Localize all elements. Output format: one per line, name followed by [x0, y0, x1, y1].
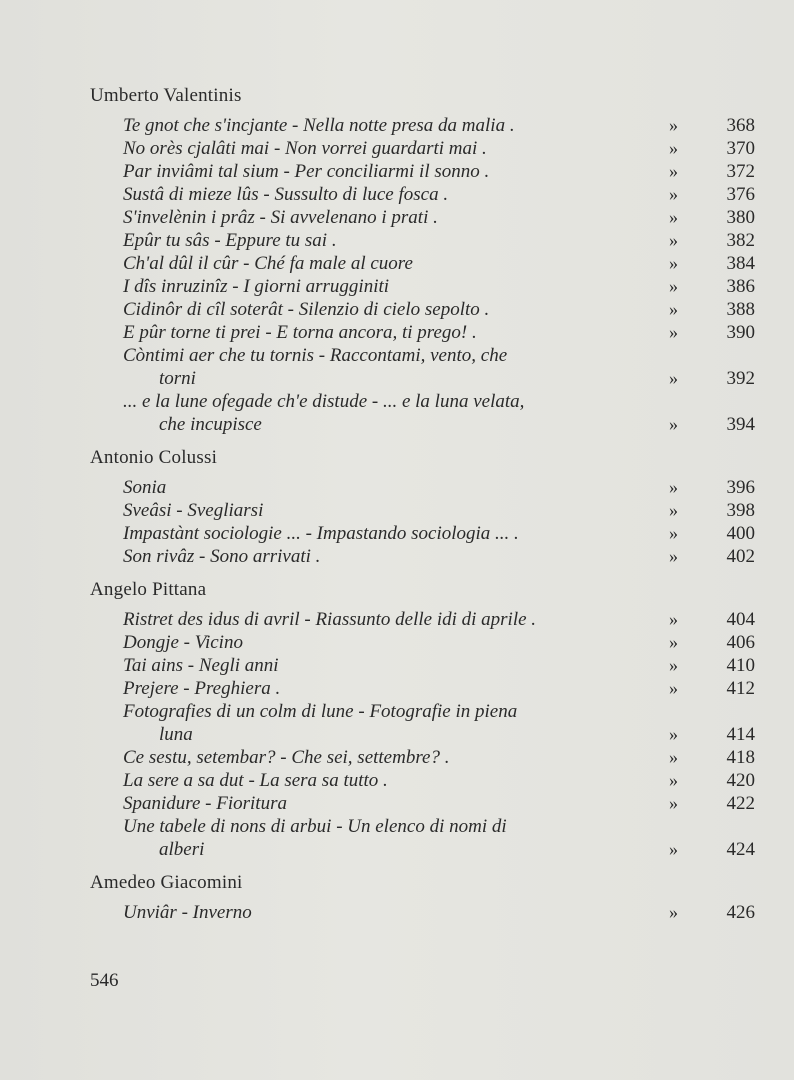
toc-entry [123, 608, 755, 631]
page-number: 546 [90, 970, 119, 991]
author-name: Angelo Pittana [90, 579, 207, 600]
entry-page-number: 414 [726, 724, 755, 745]
entry-title: I dîs inruzinîz - I giorni arrugginiti [123, 276, 390, 297]
entry-title: Sveâsi - Svegliarsi [123, 500, 264, 521]
entry-page-number: 388 [726, 299, 755, 320]
entry-separator: » [669, 322, 678, 342]
entry-page-number: 386 [726, 276, 755, 297]
entry-title: Prejere - Preghiera . [123, 678, 281, 699]
entry-title: Ce sestu, setembar? - Che sei, settembre? . [123, 747, 450, 768]
entry-page-number: 392 [726, 368, 755, 389]
entry-line [123, 183, 755, 206]
entry-page-number: 370 [726, 138, 755, 159]
entry-title: Son rivâz - Sono arrivati . [123, 546, 321, 567]
entry-title: Impastànt sociologie ... - Impastando sociologia ... . [123, 523, 519, 544]
entry-title: Còntimi aer che tu tornis - Raccontami, vento, che [123, 345, 508, 366]
entry-page-number: 396 [726, 477, 755, 498]
toc-entry [123, 229, 755, 252]
entry-line [123, 367, 755, 390]
entry-page-number: 368 [726, 115, 755, 136]
entry-title: Une tabele di nons di arbui - Un elenco di nomi di [123, 816, 507, 837]
entry-page-number: 390 [726, 322, 755, 343]
entry-separator: » [669, 902, 678, 922]
entry-title: alberi [159, 839, 205, 860]
entry-separator: » [669, 184, 678, 204]
entry-title: Spanidure - Fioritura [123, 793, 287, 814]
entry-separator: » [669, 747, 678, 767]
entry-line [123, 206, 755, 229]
entry-page-number: 384 [726, 253, 755, 274]
entry-title: Ch'al dûl il cûr - Ché fa male al cuore [123, 253, 413, 274]
author-section [90, 84, 755, 436]
entry-separator: » [669, 230, 678, 250]
toc-entry [123, 522, 755, 545]
toc-entry [123, 160, 755, 183]
toc-entry [123, 815, 755, 861]
toc-entry [123, 298, 755, 321]
entry-page-number: 404 [726, 609, 755, 630]
entry-line [123, 901, 755, 924]
entry-page-number: 398 [726, 500, 755, 521]
entry-title: Par inviâmi tal sium - Per conciliarmi il sonno . [123, 161, 490, 182]
entry-separator: » [669, 770, 678, 790]
entry-title: S'invelènin i prâz - Si avvelenano i prati . [123, 207, 438, 228]
entry-line [123, 252, 755, 275]
entry-page-number: 410 [726, 655, 755, 676]
entry-page-number: 422 [726, 793, 755, 814]
entry-separator: » [669, 368, 678, 388]
author-section [90, 871, 755, 924]
author-name: Antonio Colussi [90, 447, 218, 468]
entry-separator: » [669, 276, 678, 296]
entry-page-number: 382 [726, 230, 755, 251]
entry-page-number: 376 [726, 184, 755, 205]
entry-line [123, 413, 755, 436]
toc-entry [123, 677, 755, 700]
entry-line [123, 608, 755, 631]
entry-line [123, 792, 755, 815]
entry-separator: » [669, 115, 678, 135]
entry-separator: » [669, 299, 678, 319]
entry-line [123, 499, 755, 522]
toc-entry [123, 275, 755, 298]
toc-entry [123, 344, 755, 390]
entry-separator: » [669, 500, 678, 520]
entry-line [123, 344, 730, 367]
entry-line [123, 476, 755, 499]
entry-line [123, 769, 755, 792]
entry-separator: » [669, 546, 678, 566]
entry-line [123, 838, 755, 861]
entry-line [123, 631, 755, 654]
entry-line [123, 522, 755, 545]
toc-entry [123, 499, 755, 522]
entry-title: No orès cjalâti mai - Non vorrei guardarti mai . [123, 138, 487, 159]
entry-line [123, 545, 755, 568]
entry-line [123, 700, 730, 723]
toc-entry [123, 183, 755, 206]
entry-title: Sonia [123, 477, 167, 498]
toc-entry [123, 746, 755, 769]
toc-entry [123, 206, 755, 229]
entry-page-number: 400 [726, 523, 755, 544]
entry-separator: » [669, 609, 678, 629]
author-name: Umberto Valentinis [90, 85, 242, 106]
entry-page-number: 402 [726, 546, 755, 567]
entry-title: Epûr tu sâs - Eppure tu sai . [123, 230, 337, 251]
entry-line [123, 160, 755, 183]
entry-title: Ristret des idus di avril - Riassunto delle idi di aprile . [123, 609, 537, 630]
entry-page-number: 424 [726, 839, 755, 860]
entry-separator: » [669, 161, 678, 181]
toc-entry [123, 137, 755, 160]
entry-line [123, 229, 755, 252]
entry-separator: » [669, 253, 678, 273]
toc-entry [123, 631, 755, 654]
entry-page-number: 380 [726, 207, 755, 228]
entry-page-number: 420 [726, 770, 755, 791]
entry-page-number: 426 [726, 902, 755, 923]
entry-separator: » [669, 655, 678, 675]
entry-line [123, 321, 755, 344]
toc-entry [123, 792, 755, 815]
entry-title: Unviâr - Inverno [123, 902, 252, 923]
entry-title: ... e la lune ofegade ch'e distude - ... e la luna velata, [123, 391, 525, 412]
toc-entry [123, 252, 755, 275]
toc-entry [123, 114, 755, 137]
entry-title: E pûr torne ti prei - E torna ancora, ti prego! . [123, 322, 477, 343]
entry-title: Cidinôr di cîl soterât - Silenzio di cielo sepolto . [123, 299, 490, 320]
entry-line [123, 677, 755, 700]
author-section [90, 578, 755, 861]
entry-title: Tai ains - Negli anni [123, 655, 279, 676]
entry-title: Fotografies di un colm di lune - Fotografie in piena [123, 701, 518, 722]
entry-separator: » [669, 839, 678, 859]
entry-page-number: 406 [726, 632, 755, 653]
entry-line [123, 390, 730, 413]
entry-line [123, 723, 755, 746]
author-name: Amedeo Giacomini [90, 872, 243, 893]
entry-separator: » [669, 793, 678, 813]
toc-entry [123, 476, 755, 499]
entry-page-number: 394 [726, 414, 755, 435]
entry-line [123, 654, 755, 677]
entry-title: luna [159, 724, 193, 745]
toc-entry [123, 769, 755, 792]
entry-title: Te gnot che s'incjante - Nella notte presa da malia . [123, 115, 515, 136]
table-of-contents [90, 84, 755, 934]
entry-line [123, 114, 755, 137]
toc-entry [123, 390, 755, 436]
entry-title: che incupisce [159, 414, 262, 435]
entry-title: torni [159, 368, 196, 389]
entry-line [123, 137, 755, 160]
entry-line [123, 275, 755, 298]
entry-separator: » [669, 724, 678, 744]
entry-separator: » [669, 138, 678, 158]
entry-title: Dongje - Vicino [123, 632, 243, 653]
entry-page-number: 418 [726, 747, 755, 768]
entry-separator: » [669, 414, 678, 434]
entry-line [123, 298, 755, 321]
entry-page-number: 412 [726, 678, 755, 699]
entry-separator: » [669, 207, 678, 227]
entry-line [123, 746, 755, 769]
toc-entry [123, 654, 755, 677]
toc-entry [123, 700, 755, 746]
entry-page-number: 372 [726, 161, 755, 182]
toc-entry [123, 545, 755, 568]
entry-separator: » [669, 523, 678, 543]
entry-title: Sustâ di mieze lûs - Sussulto di luce fosca . [123, 184, 449, 205]
entry-title: La sere a sa dut - La sera sa tutto . [123, 770, 388, 791]
toc-entry [123, 321, 755, 344]
entry-separator: » [669, 477, 678, 497]
author-section [90, 446, 755, 568]
toc-entry [123, 901, 755, 924]
entry-separator: » [669, 678, 678, 698]
entry-separator: » [669, 632, 678, 652]
entry-line [123, 815, 730, 838]
